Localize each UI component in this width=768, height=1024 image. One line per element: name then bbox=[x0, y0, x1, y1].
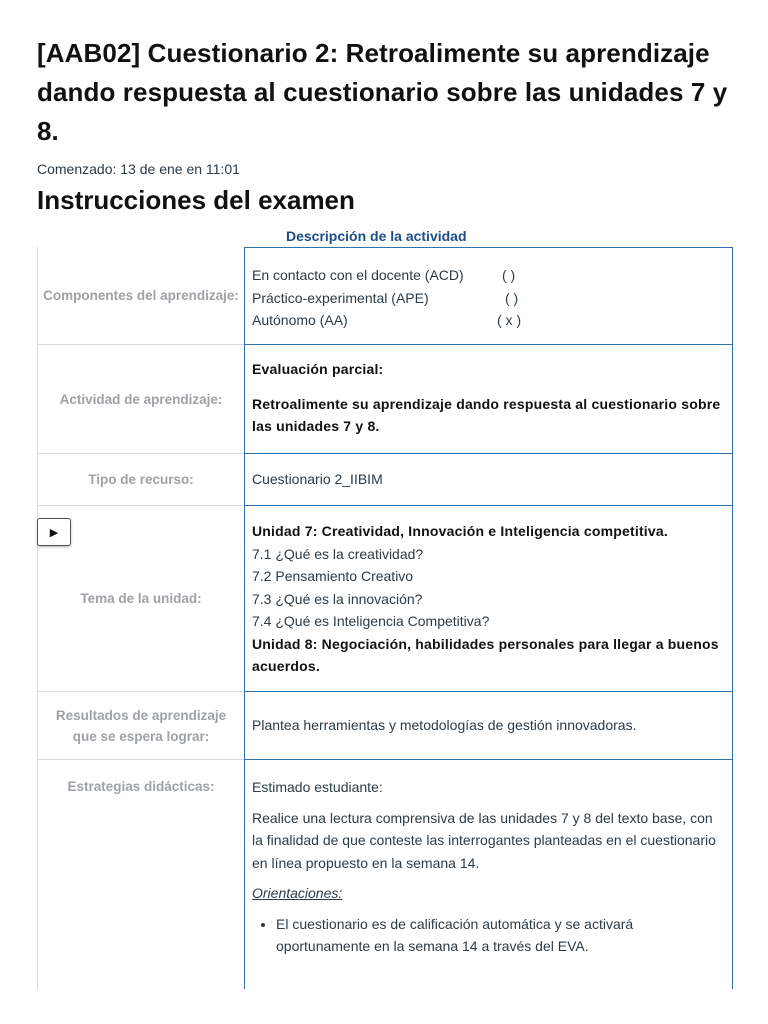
unit-7-title: Unidad 7: Creatividad, Innovación e Inteligencia competitiva. bbox=[252, 523, 668, 539]
row-content bbox=[244, 759, 733, 989]
option-label: En contacto con el docente (ACD) bbox=[252, 267, 464, 283]
option-label: Práctico-experimental (APE) bbox=[252, 289, 429, 306]
row-label: Componentes del aprendizaje: bbox=[37, 247, 244, 344]
row-content bbox=[244, 247, 733, 344]
row-label: Estrategias didácticas: bbox=[37, 759, 244, 989]
row-label: Resultados de aprendizaje que se espera lograr: bbox=[37, 691, 244, 759]
row-content bbox=[244, 344, 733, 453]
option-mark: ( ) bbox=[502, 267, 516, 283]
table-row bbox=[37, 759, 733, 989]
topic-item: 7.2 Pensamiento Creativo bbox=[252, 568, 414, 584]
activity-description: Retroalimente su aprendizaje dando respuesta al cuestionario sobre las unidades 7 y 8. bbox=[252, 395, 721, 434]
table-row bbox=[37, 691, 733, 759]
play-icon: ▶ bbox=[49, 526, 59, 539]
option-mark: ( ) bbox=[505, 289, 519, 306]
orientaciones-heading: Orientaciones: bbox=[252, 885, 343, 901]
orientaciones-list bbox=[252, 913, 725, 958]
row-label: Tema de la unidad: bbox=[37, 505, 244, 691]
option-mark: ( x ) bbox=[497, 312, 522, 328]
play-button[interactable] bbox=[37, 518, 71, 546]
resource-type: Cuestionario 2_IIBIM bbox=[252, 471, 383, 487]
row-content bbox=[244, 691, 733, 759]
row-content bbox=[244, 505, 733, 691]
row-label: Tipo de recurso: bbox=[37, 453, 244, 505]
option-label: Autónomo (AA) bbox=[252, 312, 348, 328]
topic-item: 7.1 ¿Qué es la creatividad? bbox=[252, 545, 424, 562]
topic-item: 7.4 ¿Qué es Inteligencia Competitiva? bbox=[252, 613, 490, 629]
list-item: • El cuestionario es de calificación automática y se activará oportunamente en la semana 14 a través del EVA. bbox=[276, 913, 725, 958]
description-header: Descripción de la actividad bbox=[286, 228, 467, 244]
started-timestamp: Comenzado: 13 de ene en 11:01 bbox=[37, 161, 240, 177]
activity-table bbox=[37, 247, 733, 989]
table-row bbox=[37, 505, 733, 691]
table-row bbox=[37, 344, 733, 453]
unit-8-title: Unidad 8: Negociación, habilidades personales para llegar a buenos acuerdos. bbox=[252, 635, 719, 674]
strategy-paragraph: Realice una lectura comprensiva de las unidades 7 y 8 del texto base, con la finalidad de que conteste las interrogantes planteadas en el cuestionario en línea propuesto en la semana 14. bbox=[252, 809, 716, 871]
learning-outcome: Plantea herramientas y metodologías de gestión innovadoras. bbox=[252, 717, 637, 733]
row-label: Actividad de aprendizaje: bbox=[37, 344, 244, 453]
table-row bbox=[37, 247, 733, 344]
table-row bbox=[37, 453, 733, 505]
instructions-heading: Instrucciones del examen bbox=[37, 185, 355, 215]
page-title: [AAB02] Cuestionario 2: Retroalimente su aprendizaje dando respuesta al cuestionario sobre las unidades 7 y 8. bbox=[37, 38, 728, 146]
topic-item: 7.3 ¿Qué es la innovación? bbox=[252, 590, 423, 607]
activity-type: Evaluación parcial: bbox=[252, 361, 384, 377]
row-content bbox=[244, 453, 733, 505]
greeting: Estimado estudiante: bbox=[252, 779, 383, 795]
